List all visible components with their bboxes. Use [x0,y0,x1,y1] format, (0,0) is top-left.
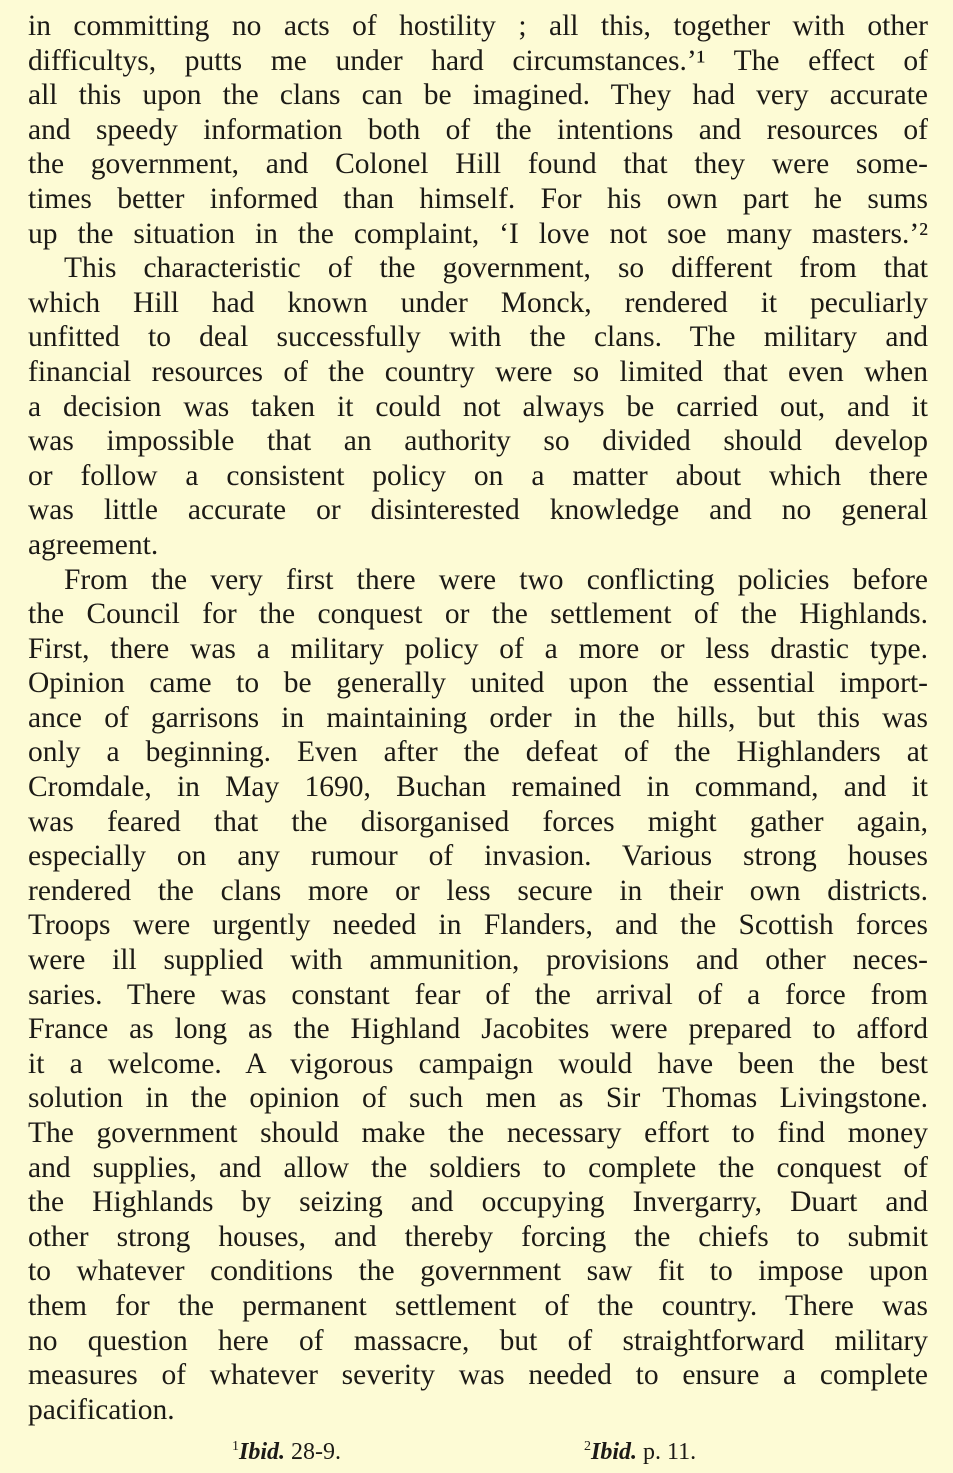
text-line: Troops were urgently needed in Flanders, and the Scottish forces [28,909,928,942]
text-line: the government, and Colonel Hill found that they were some- [28,148,928,181]
text-line: or follow a consistent policy on a matter about which there [28,459,928,492]
text-line: to whatever conditions the government saw fit to impose upon [28,1255,928,1288]
text-line: especially on any rumour of invasion. Various strong houses [28,840,928,873]
body-text [28,9,928,1427]
text-line: saries. There was constant fear of the arrival of a force from [28,978,928,1011]
text-line: it a welcome. A vigorous campaign would have been the best [28,1047,928,1080]
footnote-mark: 2 [584,1439,591,1454]
text-line: was impossible that an authority so divided should develop [28,425,928,458]
text-line: The government should make the necessary effort to find money [28,1117,928,1149]
text-line: ance of garrisons in maintaining order in the hills, but this was [28,701,928,734]
text-line: other strong houses, and thereby forcing the chiefs to submit [28,1220,928,1253]
text-line: no question here of massacre, but of straightforward military [28,1324,928,1357]
text-line: rendered the clans more or less secure in their own districts. [28,874,928,907]
text-line: and speedy information both of the intentions and resources of [28,113,928,146]
footnote-2 [584,1427,696,1472]
footnotes [0,1427,953,1467]
text-line: them for the permanent settlement of the country. There was [28,1289,928,1322]
text-line: Cromdale, in May 1690, Buchan remained in command, and it [28,771,928,804]
text-line: in committing no acts of hostility ; all this, together with other [28,10,928,42]
text-line: solution in the opinion of such men as Sir Thomas Livingstone. [28,1082,928,1115]
text-line: was little accurate or disinterested knowledge and no general [28,494,928,527]
footnote-mark: 1 [232,1439,239,1454]
text-line: a decision was taken it could not always be carried out, and it [28,390,928,423]
text-line: This characteristic of the government, so different from that [64,252,928,285]
text-line: only a beginning. Even after the defeat of the Highlanders at [28,736,928,769]
text-line: financial resources of the country were so limited that even when [28,355,928,388]
text-line: unfitted to deal successfully with the clans. The military and [28,321,928,354]
text-line: France as long as the Highland Jacobites were prepared to afford [28,1013,928,1046]
text-line: the Highlands by seizing and occupying Invergarry, Duart and [28,1186,928,1219]
footnote-1 [232,1427,341,1472]
text-line: difficultys, putts me under hard circumstances.’¹ The effect of [28,44,928,77]
text-line: agreement. [28,528,159,561]
text-line: measures of whatever severity was needed to ensure a complete [28,1359,928,1392]
footnote-location: 28-9. [285,1439,342,1465]
text-line: First, there was a military policy of a more or less drastic type. [28,632,928,665]
footnote-location: p. 11. [637,1439,697,1465]
text-line: up the situation in the complaint, ‘I love not soe many masters.’² [28,217,928,250]
text-line: and supplies, and allow the soldiers to complete the conquest of [28,1151,928,1184]
text-line: Opinion came to be generally united upon the essential import- [28,667,928,700]
text-line: were ill supplied with ammunition, provisions and other neces- [28,944,928,977]
text-line: From the very first there were two conflicting policies before [64,563,928,596]
text-line: the Council for the conquest or the settlement of the Highlands. [28,598,928,631]
text-line: times better informed than himself. For his own part he sums [28,182,928,215]
text-line: all this upon the clans can be imagined. They had very accurate [28,79,928,112]
text-line: was feared that the disorganised forces might gather again, [28,805,928,838]
footnote-ref: Ibid. [239,1439,286,1465]
text-line: which Hill had known under Monck, rendered it peculiarly [28,286,928,319]
text-line: pacification. [28,1393,175,1426]
footnote-ref: Ibid. [591,1439,638,1465]
